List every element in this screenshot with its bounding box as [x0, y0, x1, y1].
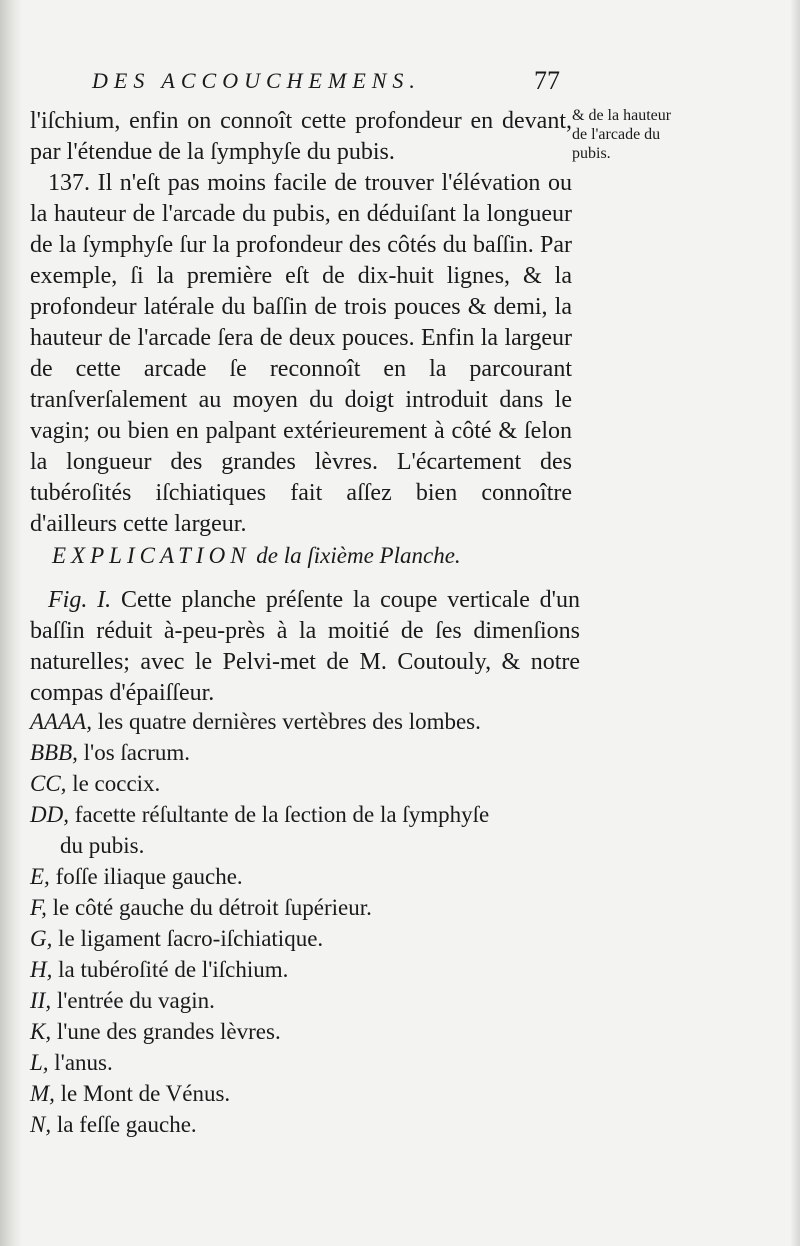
legend-text: l'une des grandes lèvres. — [56, 1019, 281, 1044]
legend-key: DD, — [30, 802, 69, 827]
legend-key: K, — [30, 1019, 52, 1044]
page-gutter-shadow — [0, 0, 22, 1246]
legend-item — [30, 923, 590, 954]
legend-text: l'entrée du vagin. — [56, 988, 215, 1013]
page-number: 77 — [534, 66, 560, 95]
legend-item — [30, 985, 590, 1016]
figure-label: Fig. I. — [48, 587, 112, 613]
legend-text: foſſe iliaque gauche. — [55, 864, 243, 889]
legend-continuation: du pubis. — [60, 833, 145, 858]
legend-text: la feſſe gauche. — [56, 1112, 197, 1137]
legend-text: le Mont de Vénus. — [60, 1081, 231, 1106]
legend-text: l'anus. — [54, 1050, 113, 1075]
legend-item — [30, 892, 590, 923]
legend-key: N, — [30, 1112, 52, 1137]
paragraph-2: 137. Il n'eſt pas moins facile de trouver l'élévation ou la hauteur de l'arcade du pubis, en déduiſant la longueur de la ſymphyſe ſur la profondeur des côtés du baſſin. Par exemple, ſi la première eſt de dix-huit lignes, & la profondeur latérale du baſſin de trois pouces & demi, la hauteur de l'arcade ſera de deux pouces. Enfin la largeur de cette arcade ſe reconnoît en la parcourant tranſverſalement au moyen du doigt introduit dans le vagin; ou bien en palpant extérieurement à côté & ſelon la longueur des grandes lèvres. L'écartement des tubéroſités iſchiatiques fait aſſez bien connoître d'ailleurs cette largeur. — [30, 170, 572, 537]
legend-key: E, — [30, 864, 50, 889]
legend-item — [30, 1047, 590, 1078]
section-title — [52, 543, 592, 569]
legend-text: la tubéroſité de l'iſchium. — [58, 957, 289, 982]
margin-note: & de la hauteur de l'arcade du pubis. — [572, 107, 672, 162]
legend-item — [30, 799, 590, 830]
legend-item — [30, 768, 590, 799]
legend-key: L, — [30, 1050, 49, 1075]
legend-key: CC, — [30, 771, 67, 796]
section-title-word: EXPLICATION — [52, 543, 251, 568]
legend-text: le côté gauche du détroit ſupérieur. — [52, 895, 372, 920]
legend-item — [30, 737, 590, 768]
legend-key: H, — [30, 957, 53, 982]
legend-text: le ligament ſacro-iſchiatique. — [58, 926, 324, 951]
legend-item — [30, 706, 590, 737]
legend-text: les quatre dernières vertèbres des lombes. — [97, 709, 481, 734]
figure-explanation — [30, 585, 580, 709]
legend-key: F, — [30, 895, 47, 920]
legend-item — [30, 861, 590, 892]
running-title: DES ACCOUCHEMENS. — [92, 68, 421, 93]
legend-text: facette réſultante de la ſection de la ſymphyſe — [74, 802, 490, 827]
page-edge-shadow — [790, 0, 800, 1246]
legend-key: G, — [30, 926, 53, 951]
legend-item — [30, 1016, 590, 1047]
legend-item — [30, 1109, 590, 1140]
figure-description: Cette planche préſente la coupe verticale d'un baſſin réduit à-peu-près à la moitié de ſes dimenſions naturelles; avec le Pelvi-met de M. Coutouly, & notre compas d'épaiſſeur. — [30, 587, 580, 706]
legend-key: BBB, — [30, 740, 78, 765]
legend-key: II, — [30, 988, 52, 1013]
legend-key: AAAA, — [30, 709, 92, 734]
main-text — [30, 106, 572, 540]
legend-item — [30, 1078, 590, 1109]
legend-key: M, — [30, 1081, 55, 1106]
legend-item — [30, 954, 590, 985]
legend-text: l'os ſacrum. — [83, 740, 190, 765]
section-title-rest: de la ſixième Planche. — [256, 543, 461, 568]
figure-legend — [30, 706, 590, 1140]
legend-text: le coccix. — [72, 771, 161, 796]
paragraph-1: l'iſchium, enfin on connoît cette profondeur en devant, par l'étendue de la ſymphyſe du pubis. — [30, 108, 572, 165]
